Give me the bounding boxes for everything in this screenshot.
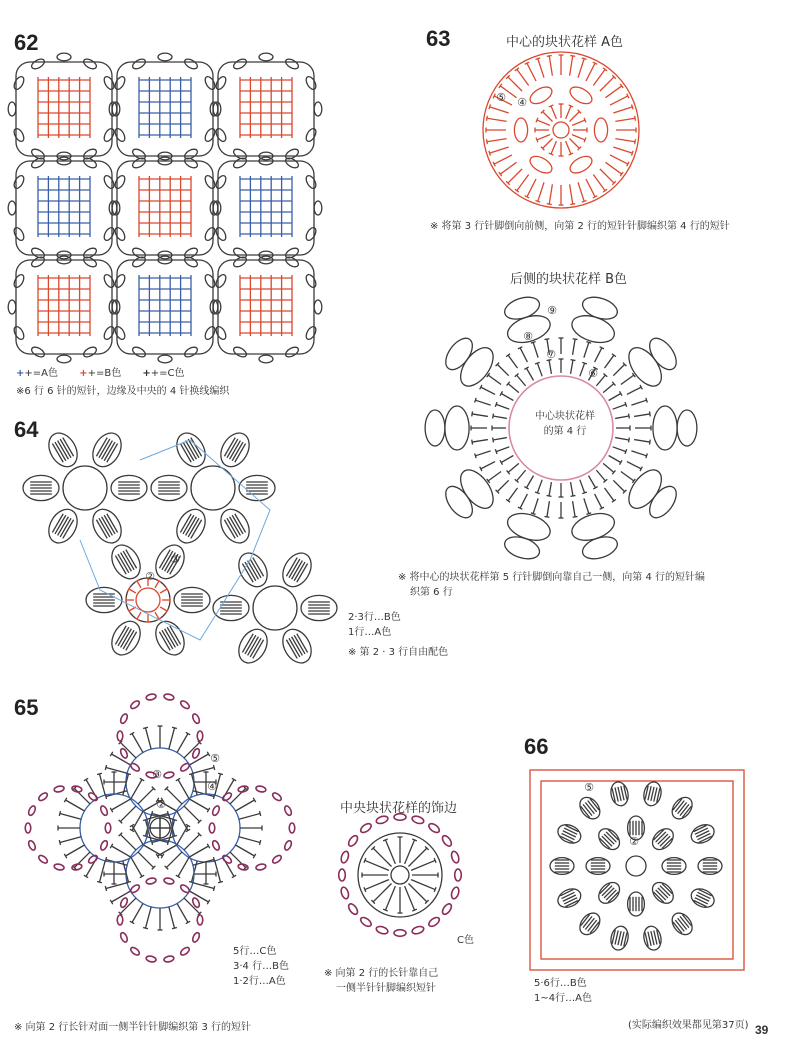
row-mark: ⑦: [546, 348, 556, 361]
pattern-65-bottom-note: ※ 向第 2 行长针对面一侧半针针脚编织第 3 行的短针: [14, 1022, 251, 1033]
pattern-62-legend: ++=A色 ++=B色 ++=C色: [16, 368, 185, 379]
pattern-63-center-title: 中心的块状花样 A色: [506, 35, 624, 50]
edge-note-line1: ※ 向第 2 行的长针靠自己: [324, 968, 439, 979]
row-mark: ⑧: [523, 330, 533, 343]
legend-line1: 2·3行…B色: [348, 612, 401, 623]
pattern-65-number: 65: [14, 695, 39, 720]
legend-line2: 1行…A色: [348, 627, 392, 638]
legend-line1: 5·6行…B色: [534, 978, 587, 989]
inner-label-line2: 的第 4 行: [543, 426, 587, 437]
legend-c: +=C色: [150, 368, 185, 379]
row-mark: ⑨: [547, 304, 557, 317]
footer-note: (实际编织效果都见第37页): [628, 1020, 749, 1031]
pattern-64-note: ※ 第 2 · 3 行自由配色: [348, 647, 449, 658]
pattern-66-number: 66: [524, 734, 549, 759]
center-ring: [626, 856, 646, 876]
inner-label-line1: 中心块状花样: [535, 411, 595, 422]
pattern-63-back-title: 后侧的块状花样 B色: [510, 272, 628, 287]
back-note-line1: ※ 将中心的块状花样第 5 行针脚倒向靠自己一侧，向第 4 行的短针编: [398, 572, 705, 583]
row-mark: ⑤: [210, 752, 220, 765]
page-number: 39: [755, 1023, 769, 1037]
pattern-63-center-note: ※ 将第 3 行针脚倒向前侧，向第 2 行的短针针脚编织第 4 行的短针: [430, 221, 730, 232]
legend-line3: 1·2行…A色: [233, 976, 286, 987]
pattern-64-number: 64: [14, 417, 39, 442]
row-mark: ⑤: [496, 91, 506, 104]
row-mark: ④: [207, 780, 217, 793]
pattern-62-number: 62: [14, 30, 39, 55]
pattern-66-legend: [534, 976, 592, 1006]
pattern-65-c-label: C色: [457, 935, 474, 946]
edge-note-line2: 一侧半针针脚编织短针: [336, 983, 436, 994]
row-mark: ③: [170, 553, 180, 566]
legend-line1: 5行…C色: [233, 946, 277, 957]
row-mark: ②: [145, 570, 155, 583]
pattern-62-note: ※6 行 6 针的短针，边缘及中央的 4 针换线编织: [16, 386, 230, 397]
square-border-inner: [541, 781, 733, 959]
row-mark: ③: [152, 768, 162, 781]
pattern-63-number: 63: [426, 26, 451, 51]
square-border: [530, 770, 744, 970]
legend-line2: 3·4 行…B色: [233, 961, 289, 972]
pattern-65-edge-title: 中央块状花样的饰边: [340, 801, 458, 816]
row-mark: ⑤: [584, 781, 594, 794]
back-note-line2: 织第 6 行: [410, 587, 453, 598]
row-mark: ④: [517, 96, 527, 109]
row-mark: ⑥: [588, 367, 598, 380]
row-mark: ②: [629, 835, 639, 848]
legend-a: +=A色: [24, 368, 58, 379]
row-mark: ②: [156, 798, 166, 811]
legend-line2: 1~4行…A色: [534, 993, 592, 1004]
legend-b: +=B色: [87, 368, 122, 379]
